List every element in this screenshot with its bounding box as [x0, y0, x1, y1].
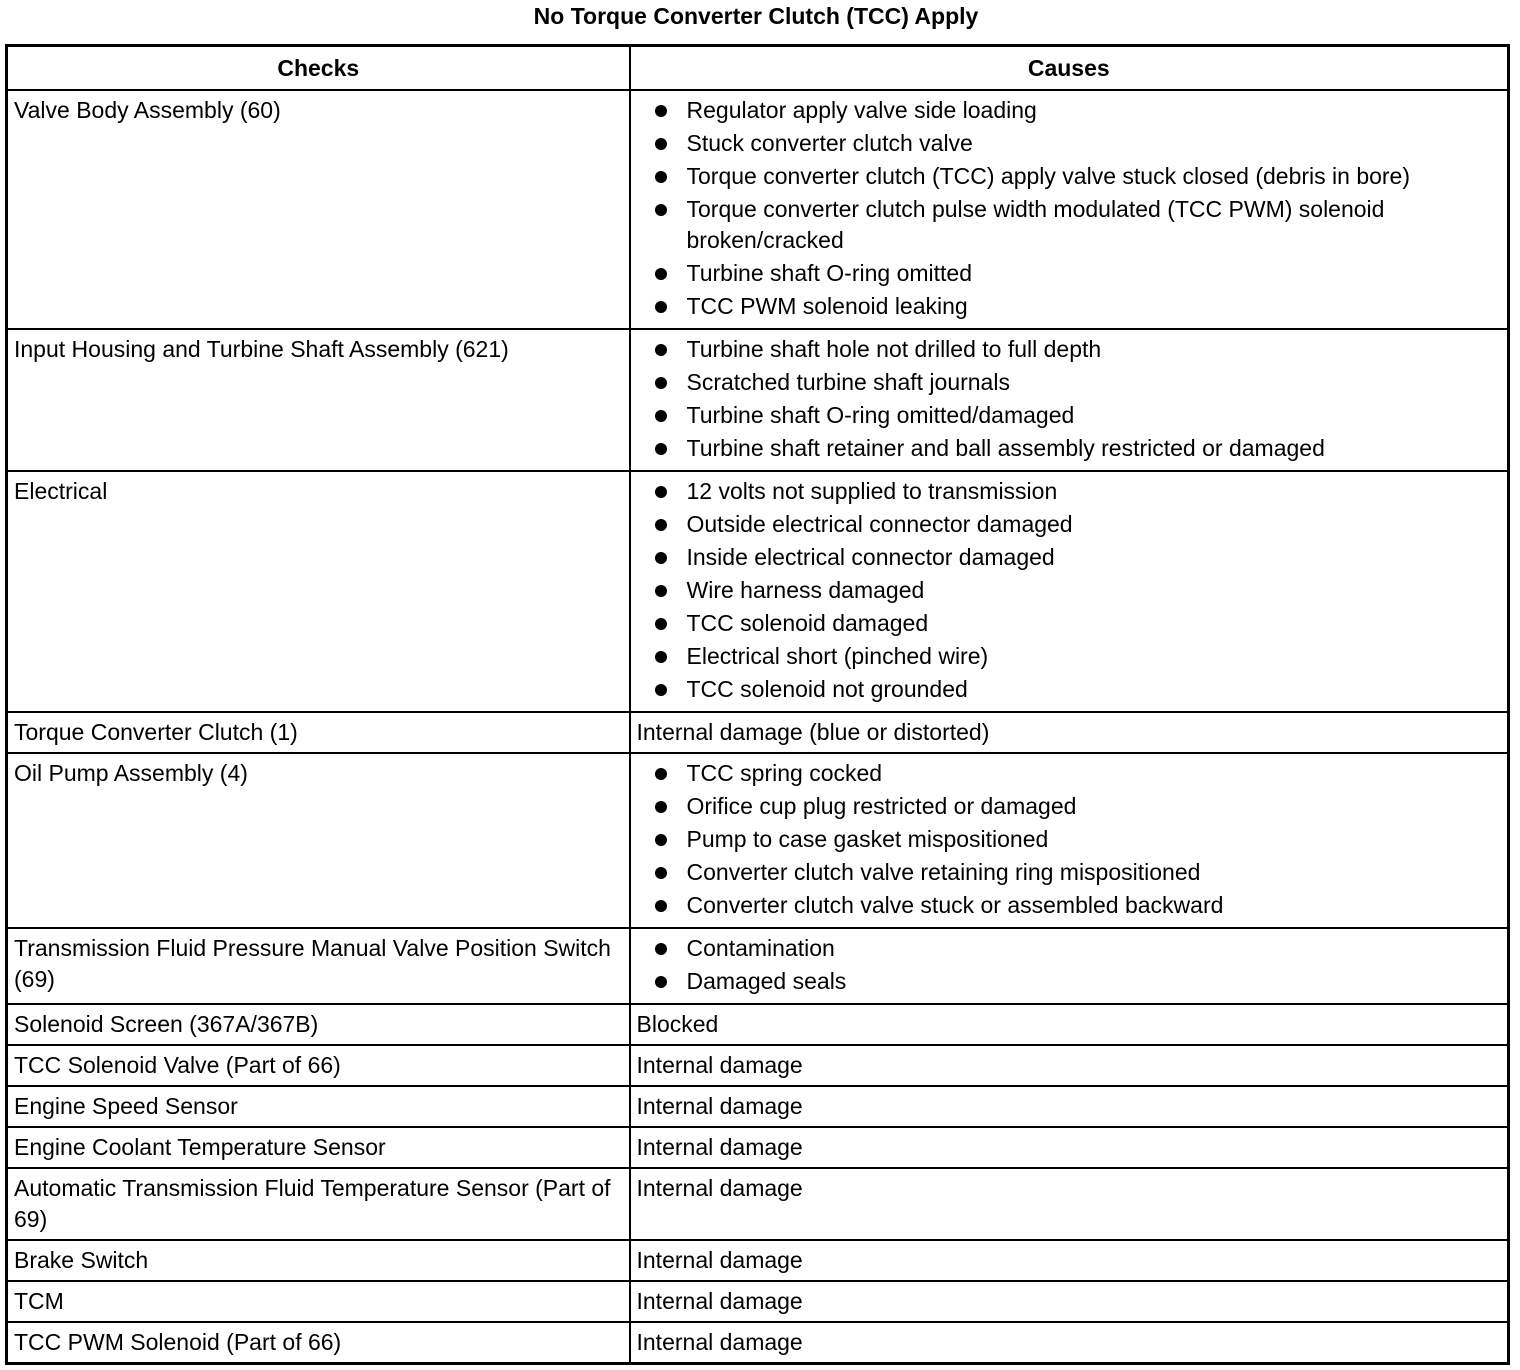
cause-list-item [637, 791, 1502, 822]
cause-text: Contamination [686, 934, 835, 961]
page-title: No Torque Converter Clutch (TCC) Apply [533, 3, 979, 29]
table-row [7, 1004, 1509, 1045]
table-row [7, 753, 1509, 928]
cause-text: Converter clutch valve retaining ring mispositioned [686, 858, 1201, 885]
bullet-icon [655, 684, 667, 696]
bullet-icon [655, 486, 667, 498]
causes-cell: Internal damage [630, 1322, 1509, 1364]
cause-text: TCC PWM solenoid leaking [686, 292, 968, 319]
causes-cell [630, 928, 1509, 1004]
check-cell: TCC PWM Solenoid (Part of 66) [7, 1322, 630, 1364]
causes-cell [630, 753, 1509, 928]
bullet-icon [655, 138, 667, 150]
causes-cell: Internal damage [630, 1045, 1509, 1086]
cause-list-item [637, 758, 1502, 789]
checks-column-header: Checks [7, 46, 630, 90]
table-row [7, 1045, 1509, 1086]
table-row [7, 1240, 1509, 1281]
diagnosis-table-container [5, 44, 1507, 1365]
table-row [7, 1281, 1509, 1322]
causes-list [637, 334, 1502, 464]
cause-text: Outside electrical connector damaged [686, 510, 1073, 537]
bullet-icon [655, 618, 667, 630]
diagnosis-table [5, 44, 1510, 1365]
bullet-icon [655, 651, 667, 663]
causes-cell: Internal damage [630, 1240, 1509, 1281]
cause-list-item [637, 608, 1502, 639]
table-row [7, 1086, 1509, 1127]
cause-text: Stuck converter clutch valve [686, 129, 973, 156]
cause-list-item [637, 291, 1502, 322]
bullet-icon [655, 585, 667, 597]
causes-cell: Internal damage (blue or distorted) [630, 712, 1509, 753]
bullet-icon [655, 204, 667, 216]
cause-list-item [637, 258, 1502, 289]
table-row [7, 712, 1509, 753]
check-cell: Torque Converter Clutch (1) [7, 712, 630, 753]
causes-cell: Internal damage [630, 1168, 1509, 1240]
cause-text: Turbine shaft hole not drilled to full depth [686, 335, 1102, 362]
check-cell: Electrical [7, 471, 630, 712]
bullet-icon [655, 105, 667, 117]
causes-list [637, 933, 1502, 997]
bullet-icon [655, 410, 667, 422]
cause-text: TCC solenoid not grounded [686, 675, 968, 702]
check-cell: Solenoid Screen (367A/367B) [7, 1004, 630, 1045]
cause-list-item [637, 400, 1502, 431]
bullet-icon [655, 900, 667, 912]
cause-text: Wire harness damaged [686, 576, 925, 603]
cause-list-item [637, 542, 1502, 573]
cause-text: Regulator apply valve side loading [686, 96, 1037, 123]
check-cell: Engine Coolant Temperature Sensor [7, 1127, 630, 1168]
bullet-icon [655, 268, 667, 280]
bullet-icon [655, 443, 667, 455]
check-cell: Brake Switch [7, 1240, 630, 1281]
causes-cell [630, 329, 1509, 471]
cause-list-item [637, 334, 1502, 365]
causes-list [637, 758, 1502, 921]
cause-list-item [637, 194, 1502, 256]
cause-list-item [637, 433, 1502, 464]
table-row [7, 90, 1509, 329]
cause-list-item [637, 509, 1502, 540]
cause-text: Inside electrical connector damaged [686, 543, 1055, 570]
cause-text: Electrical short (pinched wire) [686, 642, 989, 669]
cause-text: Pump to case gasket mispositioned [686, 825, 1049, 852]
check-cell: Engine Speed Sensor [7, 1086, 630, 1127]
causes-cell: Blocked [630, 1004, 1509, 1045]
check-cell: Transmission Fluid Pressure Manual Valve Position Switch (69) [7, 928, 630, 1004]
cause-list-item [637, 128, 1502, 159]
cause-text: Torque converter clutch pulse width modulated (TCC PWM) solenoid broken/cracked [686, 195, 1385, 253]
cause-text: Scratched turbine shaft journals [686, 368, 1010, 395]
cause-list-item [637, 367, 1502, 398]
cause-list-item [637, 161, 1502, 192]
cause-list-item [637, 966, 1502, 997]
causes-cell: Internal damage [630, 1281, 1509, 1322]
check-cell: TCC Solenoid Valve (Part of 66) [7, 1045, 630, 1086]
bullet-icon [655, 943, 667, 955]
causes-column-header: Causes [630, 46, 1509, 90]
cause-text: Turbine shaft O-ring omitted/damaged [686, 401, 1075, 428]
table-row [7, 1322, 1509, 1364]
bullet-icon [655, 834, 667, 846]
table-row [7, 1168, 1509, 1240]
table-header-row [7, 46, 1509, 90]
cause-text: TCC spring cocked [686, 759, 883, 786]
cause-text: Torque converter clutch (TCC) apply valve stuck closed (debris in bore) [686, 162, 1411, 189]
causes-cell: Internal damage [630, 1127, 1509, 1168]
cause-list-item [637, 575, 1502, 606]
bullet-icon [655, 867, 667, 879]
bullet-icon [655, 976, 667, 988]
causes-cell: Internal damage [630, 1086, 1509, 1127]
causes-cell [630, 471, 1509, 712]
table-body [7, 90, 1509, 1364]
cause-text: Turbine shaft retainer and ball assembly restricted or damaged [686, 434, 1325, 461]
check-cell: Automatic Transmission Fluid Temperature Sensor (Part of 69) [7, 1168, 630, 1240]
table-row [7, 928, 1509, 1004]
bullet-icon [655, 519, 667, 531]
cause-text: TCC solenoid damaged [686, 609, 929, 636]
cause-list-item [637, 933, 1502, 964]
cause-list-item [637, 95, 1502, 126]
table-row [7, 329, 1509, 471]
check-cell: TCM [7, 1281, 630, 1322]
cause-list-item [637, 824, 1502, 855]
table-row [7, 471, 1509, 712]
bullet-icon [655, 377, 667, 389]
cause-list-item [637, 476, 1502, 507]
check-cell: Oil Pump Assembly (4) [7, 753, 630, 928]
cause-list-item [637, 890, 1502, 921]
cause-text: Converter clutch valve stuck or assembled backward [686, 891, 1224, 918]
causes-list [637, 476, 1502, 705]
bullet-icon [655, 171, 667, 183]
check-cell: Input Housing and Turbine Shaft Assembly (621) [7, 329, 630, 471]
bullet-icon [655, 768, 667, 780]
bullet-icon [655, 301, 667, 313]
cause-text: 12 volts not supplied to transmission [686, 477, 1058, 504]
check-cell: Valve Body Assembly (60) [7, 90, 630, 329]
bullet-icon [655, 344, 667, 356]
cause-text: Orifice cup plug restricted or damaged [686, 792, 1077, 819]
bullet-icon [655, 552, 667, 564]
cause-text: Turbine shaft O-ring omitted [686, 259, 972, 286]
cause-list-item [637, 857, 1502, 888]
cause-list-item [637, 641, 1502, 672]
bullet-icon [655, 801, 667, 813]
causes-cell [630, 90, 1509, 329]
causes-list [637, 95, 1502, 322]
table-row [7, 1127, 1509, 1168]
cause-text: Damaged seals [686, 967, 847, 994]
cause-list-item [637, 674, 1502, 705]
